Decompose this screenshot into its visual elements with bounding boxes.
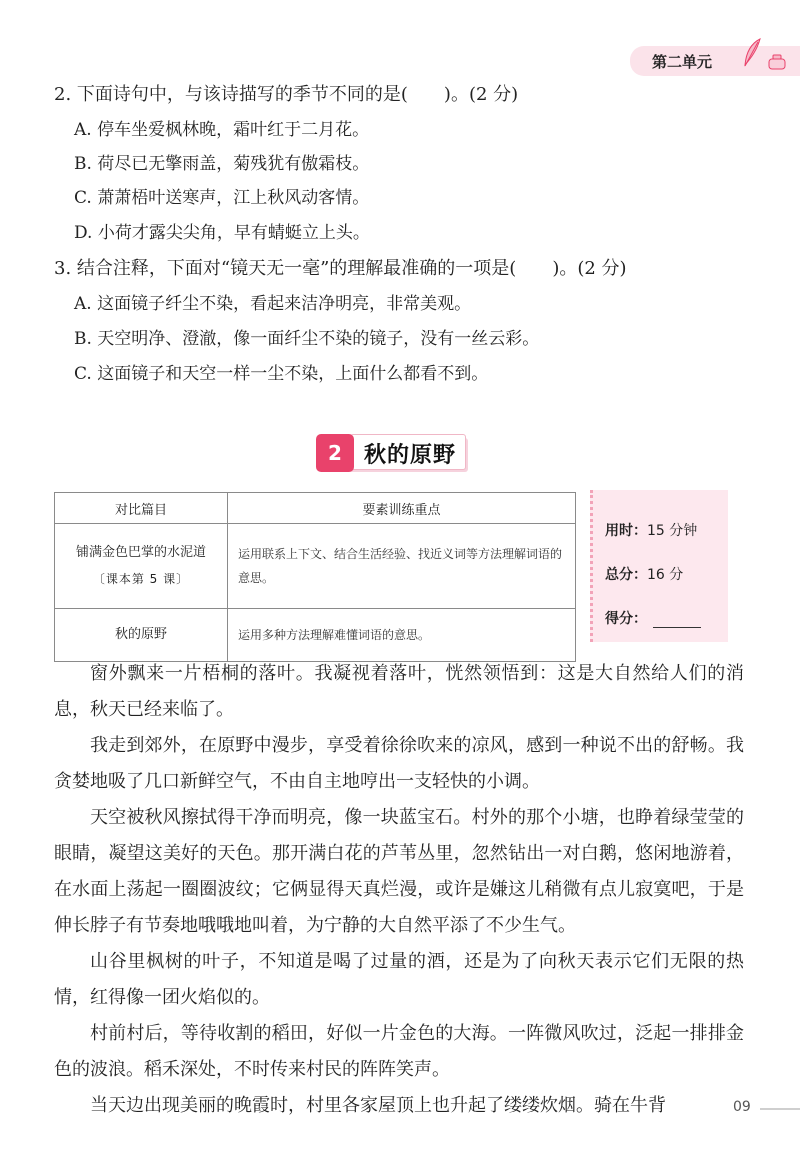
table-cell-focus: 运用联系上下文、结合生活经验、找近义词等方法理解词语的意思。 bbox=[228, 524, 576, 609]
total-row bbox=[605, 564, 683, 584]
table-row bbox=[55, 609, 576, 662]
time-value: 15 分钟 bbox=[647, 523, 698, 539]
unit-label: 第二单元 bbox=[652, 52, 713, 71]
table-row bbox=[55, 524, 576, 609]
passage-paragraph: 我走到郊外，在原野中漫步，享受着徐徐吹来的凉风，感到一种说不出的舒畅。我贪婪地吸了几口新鲜空气，不由自主地哼出一支轻快的小调。 bbox=[54, 735, 744, 792]
lesson-title: 铺满金色巴掌的水泥道 bbox=[75, 545, 206, 560]
passage-paragraph: 山谷里枫树的叶子，不知道是喝了过量的酒，还是为了向秋天表示它们无限的热情，红得像一团火焰似的。 bbox=[54, 951, 744, 1008]
table-header-cell: 要素训练重点 bbox=[228, 493, 576, 524]
score-label: 得分： bbox=[605, 611, 647, 627]
table-cell-title: 秋的原野 bbox=[55, 609, 228, 662]
question-3-option-b: B. 天空明净、澄澈，像一面纤尘不染的镜子，没有一丝云彩。 bbox=[74, 329, 540, 349]
footer-rule bbox=[760, 1108, 800, 1110]
feather-pen-icon bbox=[742, 38, 764, 72]
table-cell-title bbox=[55, 524, 228, 609]
total-label: 总分： bbox=[605, 567, 647, 583]
table-header-row bbox=[55, 493, 576, 524]
lesson-subtitle: 〔课本第 5 课〕 bbox=[92, 572, 190, 586]
score-card bbox=[590, 490, 728, 642]
question-3-stem: 3. 结合注释，下面对“镜天无一毫”的理解最准确的一项是( )。(2 分) bbox=[54, 258, 627, 279]
question-2-option-d: D. 小荷才露尖尖角，早有蜻蜓立上头。 bbox=[74, 223, 370, 243]
ink-bottle-icon bbox=[768, 54, 786, 74]
question-2-option-c: C. 萧萧梧叶送寒声，江上秋风动客情。 bbox=[74, 188, 370, 208]
score-blank[interactable] bbox=[653, 627, 701, 628]
time-row bbox=[605, 520, 697, 540]
page-number: 09 bbox=[733, 1099, 751, 1115]
score-row bbox=[605, 608, 701, 628]
total-value: 16 分 bbox=[647, 567, 684, 583]
unit-header-tab bbox=[630, 46, 800, 76]
question-2-option-a: A. 停车坐爱枫林晚，霜叶红于二月花。 bbox=[74, 120, 370, 140]
section-number: 2 bbox=[316, 434, 354, 472]
section-title-badge bbox=[316, 432, 468, 474]
passage-paragraph: 窗外飘来一片梧桐的落叶。我凝视着落叶，恍然领悟到：这是大自然给人们的消息，秋天已经来临了。 bbox=[54, 663, 744, 720]
time-label: 用时： bbox=[605, 523, 647, 539]
passage-paragraph: 天空被秋风擦拭得干净而明亮，像一块蓝宝石。村外的那个小塘，也睁着绿莹莹的眼睛，凝望这美好的天色。那开满白花的芦苇丛里，忽然钻出一对白鹅，悠闲地游着，在水面上荡起一圈圈波纹；它俩显得天真烂漫，或许是嫌这儿稍微有点儿寂寞吧，于是伸长脖子有节奏地哦哦地叫着，为宁静的大自然平添了不少生气。 bbox=[54, 807, 744, 936]
passage-paragraph: 当天边出现美丽的晚霞时，村里各家屋顶上也升起了缕缕炊烟。骑在牛背 bbox=[90, 1095, 666, 1116]
question-3-option-c: C. 这面镜子和天空一样一尘不染，上面什么都看不到。 bbox=[74, 364, 489, 384]
table-header-cell: 对比篇目 bbox=[55, 493, 228, 524]
passage-paragraph: 村前村后，等待收割的稻田，好似一片金色的大海。一阵微风吹过，泛起一排排金色的波浪。稻禾深处，不时传来村民的阵阵笑声。 bbox=[54, 1023, 744, 1080]
question-3-option-a: A. 这面镜子纤尘不染，看起来洁净明亮，非常美观。 bbox=[74, 294, 472, 314]
question-2-stem: 2. 下面诗句中，与该诗描写的季节不同的是( )。(2 分) bbox=[54, 84, 519, 105]
training-focus-table bbox=[54, 492, 576, 662]
section-title: 秋的原野 bbox=[364, 443, 457, 468]
question-2-option-b: B. 荷尽已无擎雨盖，菊残犹有傲霜枝。 bbox=[74, 154, 370, 174]
table-cell-focus: 运用多种方法理解难懂词语的意思。 bbox=[228, 609, 576, 662]
